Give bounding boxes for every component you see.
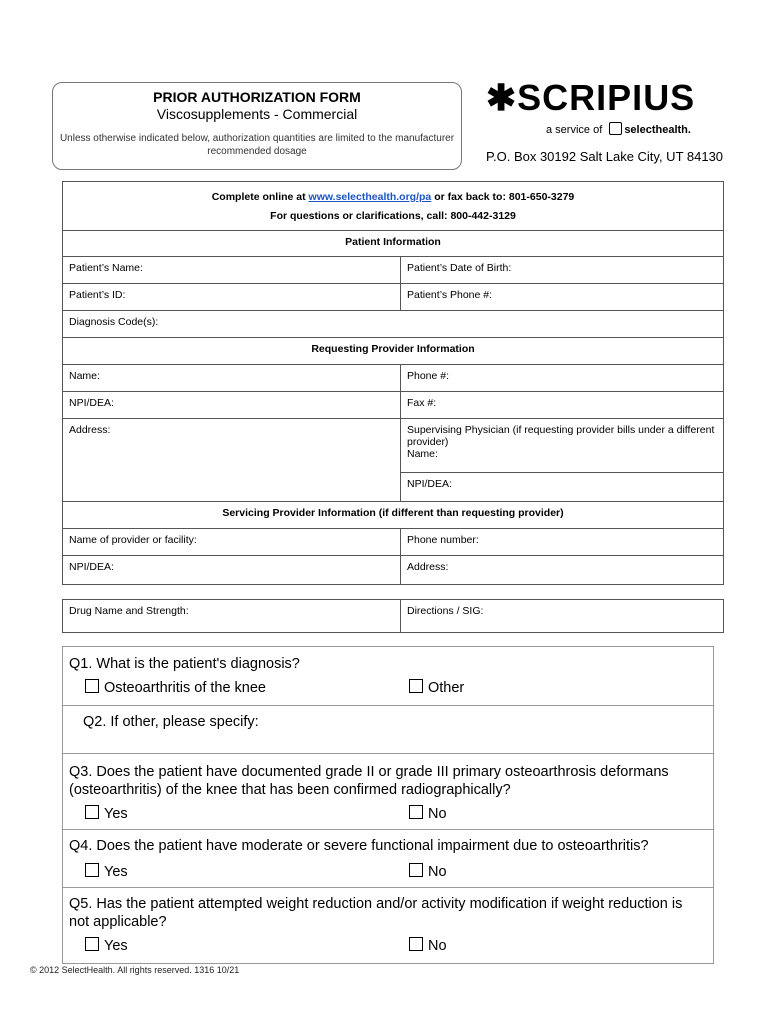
servicing-npi-field[interactable]: NPI/DEA:: [63, 556, 401, 584]
q5-option-yes[interactable]: Yes: [85, 937, 128, 954]
requesting-row-1: [63, 365, 723, 392]
q3-text: Q3. Does the patient have documented grade II or grade III primary osteoarthrosis deformans (osteoarthritis) of the knee that has been confirmed radiographically?: [69, 764, 669, 798]
patient-section-header: Patient Information: [63, 231, 723, 257]
q1-option-osteoarthritis[interactable]: Osteoarthritis of the knee: [85, 679, 266, 696]
patient-phone-field[interactable]: Patient’s Phone #:: [407, 289, 493, 301]
q5-text: Q5. Has the patient attempted weight reduction and/or activity modification if weight reduction is not applicable?: [69, 896, 683, 930]
checkbox-icon[interactable]: [85, 805, 99, 819]
servicing-name-field[interactable]: Name of provider or facility:: [63, 529, 401, 555]
patient-id-field[interactable]: Patient’s ID:: [63, 284, 401, 310]
checkbox-icon[interactable]: [409, 805, 423, 819]
requesting-address-field[interactable]: Address:: [63, 419, 401, 501]
q2-text: Q2. If other, please specify:: [83, 714, 259, 730]
patient-row-2: [63, 284, 723, 311]
service-of-line: [546, 122, 691, 136]
requesting-name-field[interactable]: Name:: [63, 365, 401, 391]
selecthealth-pa-link[interactable]: www.selecthealth.org/pa: [308, 191, 432, 203]
requesting-row-3: [63, 419, 723, 502]
form-subtitle: Viscosupplements - Commercial: [156, 106, 358, 122]
directions-field[interactable]: Directions / SIG:: [407, 605, 484, 617]
patient-dob-field[interactable]: Patient’s Date of Birth:: [407, 262, 512, 274]
drug-table: [62, 599, 724, 633]
contact-line: Complete online at www.selecthealth.org/pa or fax back to: 801-650-3279: [211, 191, 575, 203]
service-prefix: a service of: [546, 124, 603, 136]
copyright-footer: © 2012 SelectHealth. All rights reserved. 1316 10/21: [30, 965, 240, 975]
servicing-row-2: [63, 556, 723, 584]
q4-text: Q4. Does the patient have moderate or severe functional impairment due to osteoarthritis?: [69, 838, 649, 854]
supervising-name-field[interactable]: Name:: [407, 448, 438, 460]
checkbox-icon[interactable]: [409, 679, 423, 693]
servicing-phone-field[interactable]: Phone number:: [407, 534, 479, 546]
checkbox-icon[interactable]: [85, 937, 99, 951]
servicing-section-header: Servicing Provider Information (if different than requesting provider): [63, 502, 723, 529]
drug-name-field[interactable]: Drug Name and Strength:: [63, 600, 401, 632]
servicing-address-field[interactable]: Address:: [407, 561, 449, 573]
supervising-physician-label: Supervising Physician (if requesting provider bills under a different provider): [407, 424, 715, 448]
mailing-address: P.O. Box 30192 Salt Lake City, UT 84130: [486, 149, 724, 164]
drug-row: [63, 600, 723, 632]
q4-option-yes[interactable]: Yes: [85, 863, 128, 880]
requesting-phone-field[interactable]: Phone #:: [407, 370, 450, 382]
q3-option-yes[interactable]: Yes: [85, 805, 128, 822]
dosage-note: Unless otherwise indicated below, authorization quantities are limited to the manufacturer recommended dosage: [59, 133, 455, 157]
questions-line: For questions or clarifications, call: 800-442-3129: [270, 210, 516, 222]
checkbox-icon[interactable]: [409, 863, 423, 877]
requesting-section-header: Requesting Provider Information: [63, 338, 723, 365]
diagnosis-row: [63, 311, 723, 338]
requesting-row-2: [63, 392, 723, 419]
q3-option-no[interactable]: No: [409, 805, 447, 822]
servicing-row-1: [63, 529, 723, 556]
checkbox-icon[interactable]: [409, 937, 423, 951]
q5-option-no[interactable]: No: [409, 937, 447, 954]
supervising-npi-field[interactable]: NPI/DEA:: [407, 478, 452, 490]
requesting-fax-field[interactable]: Fax #:: [407, 397, 437, 409]
form-title-box: [52, 82, 462, 170]
patient-row-1: [63, 257, 723, 284]
q4-option-no[interactable]: No: [409, 863, 447, 880]
q1-option-other[interactable]: Other: [409, 679, 464, 696]
diagnosis-code-field[interactable]: Diagnosis Code(s):: [69, 316, 159, 328]
questions-box: [62, 646, 714, 964]
requesting-npi-field[interactable]: NPI/DEA:: [63, 392, 401, 418]
form-title: PRIOR AUTHORIZATION FORM: [153, 89, 361, 105]
checkbox-icon[interactable]: [85, 679, 99, 693]
info-table: [62, 181, 724, 585]
contact-row: [63, 182, 723, 231]
service-name: selecthealth.: [624, 124, 691, 136]
brand-name: ✱SCRIPIUS: [486, 77, 696, 118]
patient-name-field[interactable]: Patient’s Name:: [63, 257, 401, 283]
checkbox-icon[interactable]: [85, 863, 99, 877]
selecthealth-check-icon: [609, 122, 622, 135]
q1-text: Q1. What is the patient's diagnosis?: [69, 656, 300, 672]
scripius-logo: [486, 77, 724, 173]
